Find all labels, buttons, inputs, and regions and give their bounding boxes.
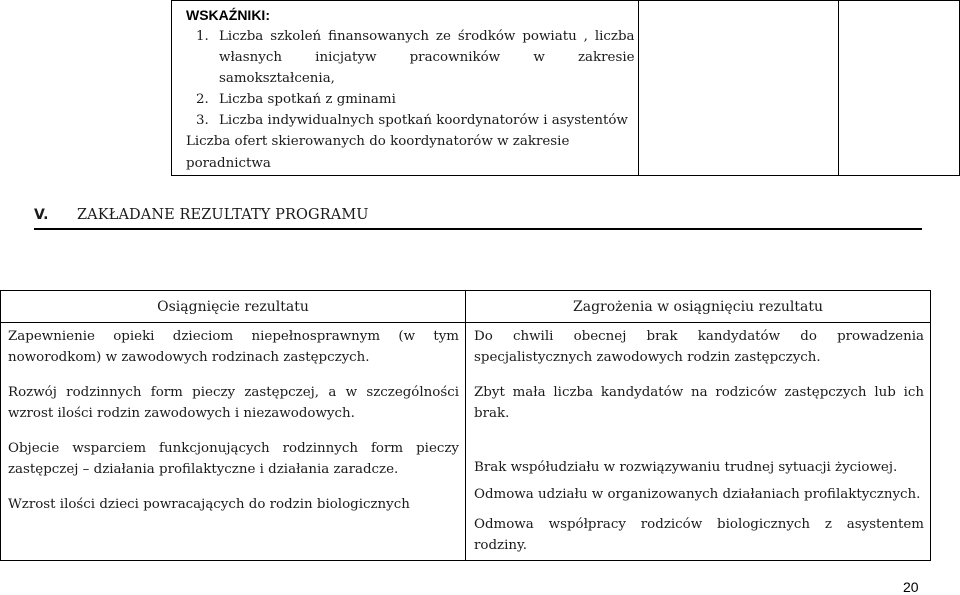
section-heading <box>34 207 922 223</box>
list-item: 3. Liczba indywidualnych spotkań koordynatorów i asystentów <box>196 113 628 128</box>
page-number: 20 <box>903 579 919 595</box>
indicators-list <box>186 26 635 131</box>
risk-item: Brak współudziału w rozwiązywaniu trudnej sytuacji życiowej. <box>474 460 898 475</box>
achievements-cell <box>1 323 466 561</box>
indicators-title: WSKAŹNIKI: <box>186 7 270 23</box>
achievement-item: Zapewnienie opieki dzieciom niepełnosprawnym (w tym noworodkom) w zawodowych rodzinach zastępczych. <box>8 329 459 365</box>
risk-item: Do chwili obecnej brak kandydatów do prowadzenia specjalistycznych zawodowych rodzin zastępczych. <box>474 329 924 365</box>
risk-item: Zbyt mała liczba kandydatów na rodziców zastępczych lub ich brak. <box>474 385 924 421</box>
achievement-item: Objecie wsparciem funkcjonujących rodzinnych form pieczy zastępczej – działania profilaktyczne i działania zaradcze. <box>8 441 459 477</box>
indicators-cell <box>172 1 639 176</box>
header-risks: Zagrożenia w osiągnięciu rezultatu <box>466 291 931 323</box>
risk-item: Odmowa udziału w organizowanych działaniach profilaktycznych. <box>474 486 921 502</box>
results-table <box>0 290 931 561</box>
achievement-item: Rozwój rodzinnych form pieczy zastępczej, a w szczególności wzrost ilości rodzin zawodowych i niezawodowych. <box>8 385 459 421</box>
section-title: ZAKŁADANE REZULTATY PROGRAMU <box>77 207 369 223</box>
risk-item: Odmowa współpracy rodziców biologicznych z asystentem rodziny. <box>474 517 924 553</box>
section-number: V. <box>34 207 49 223</box>
empty-cell <box>838 1 959 176</box>
header-achievement: Osiągnięcie rezultatu <box>1 291 466 323</box>
list-item: 1. Liczba szkoleń finansowanych ze środków powiatu , liczba własnych inicjatyw pracowników w zakresie samokształcenia, <box>196 29 635 86</box>
indicators-last-line: Liczba ofert skierowanych do koordynatorów w zakresie poradnictwa <box>186 134 570 171</box>
empty-cell <box>638 1 838 176</box>
achievement-item: Wzrost ilości dzieci powracających do rodzin biologicznych <box>8 497 410 512</box>
list-item: 2. Liczba spotkań z gminami <box>196 92 396 107</box>
indicators-table <box>171 0 960 176</box>
heading-underline <box>34 228 922 230</box>
risks-cell <box>466 323 931 561</box>
